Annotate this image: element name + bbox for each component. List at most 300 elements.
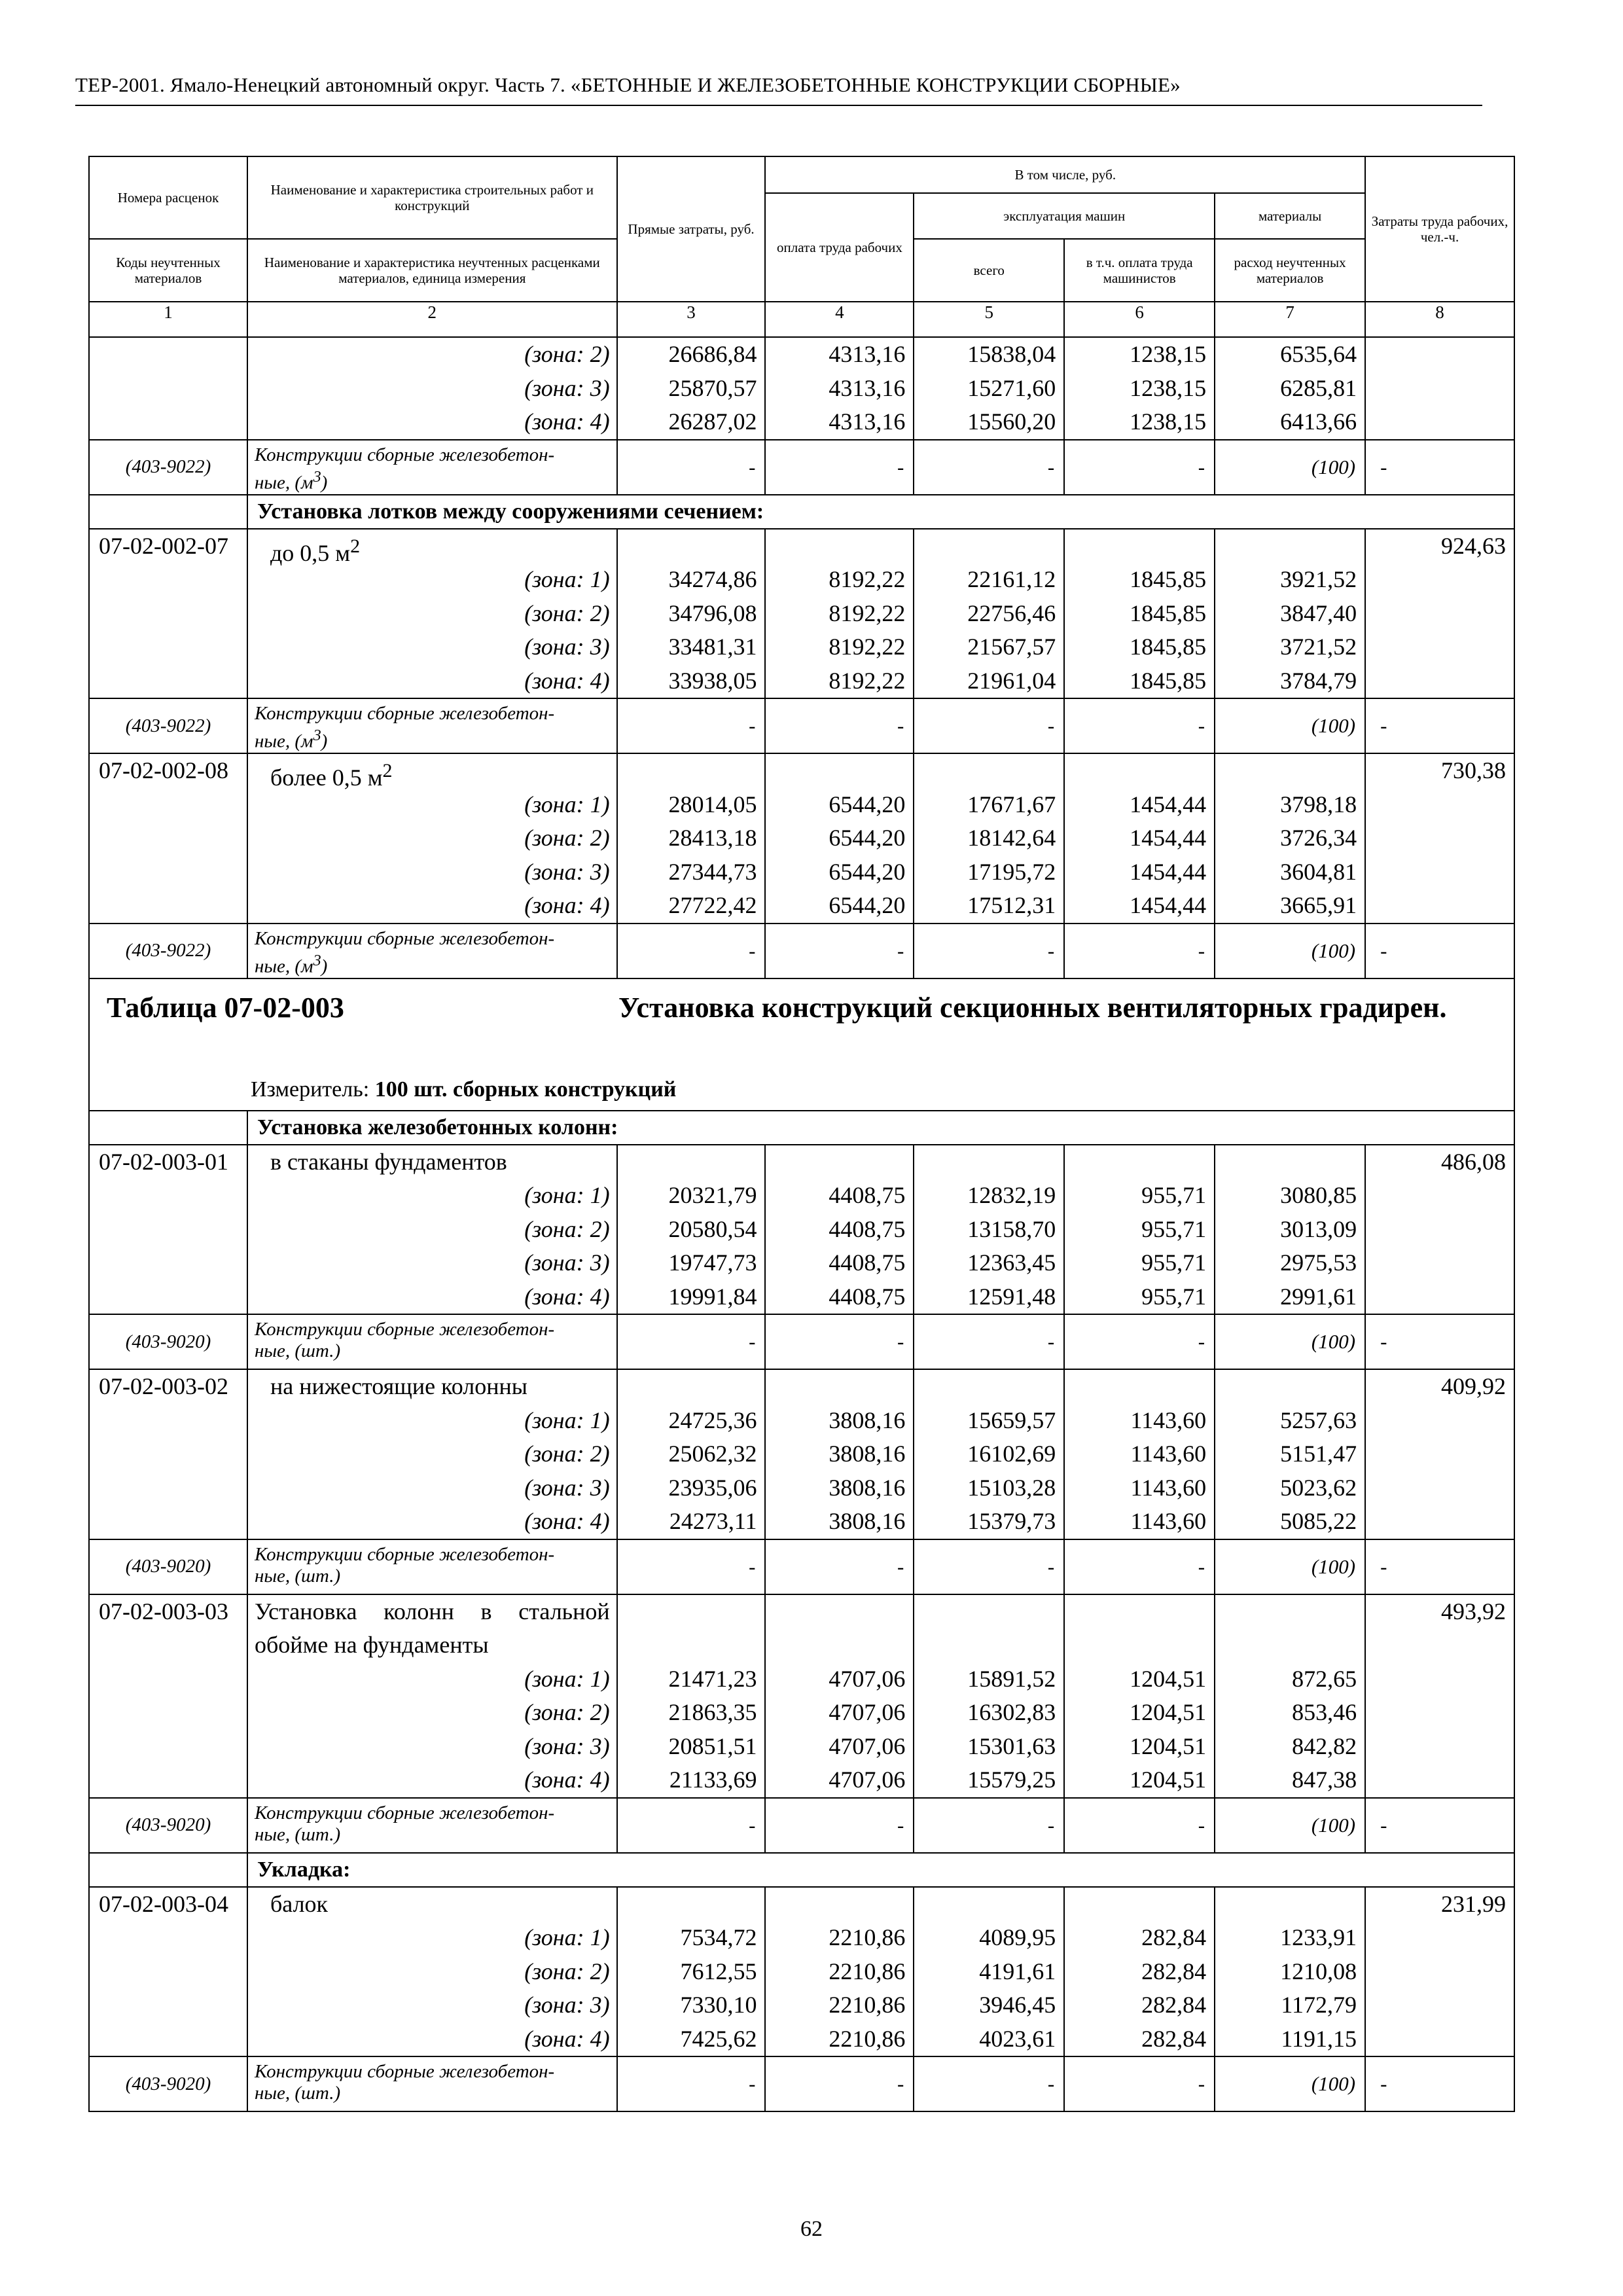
value: 3080,85 [1280, 1182, 1357, 1208]
material-name [247, 2056, 617, 2111]
value: 21961,04 [967, 667, 1056, 694]
value: 1454,44 [1130, 825, 1207, 851]
rate-description [247, 337, 617, 440]
column-number: 4 [765, 302, 914, 337]
material-consumption: (100) [1215, 1539, 1365, 1594]
material-row [89, 1539, 1514, 1594]
rate-code: 07-02-002-07 [89, 529, 247, 699]
value: 7612,55 [680, 1958, 757, 1984]
material-wages: - [765, 1314, 914, 1369]
value: 16102,69 [967, 1441, 1056, 1467]
value: 26686,84 [668, 341, 757, 367]
page-header: ТЕР-2001. Ямало-Ненецкий автономный округ. Часть 7. «БЕТОННЫЕ И ЖЕЛЕЗОБЕТОННЫЕ КОНСТРУКЦИИ СБОРНЫЕ» [75, 73, 1181, 96]
rate-code: 07-02-003-02 [89, 1369, 247, 1539]
value: 8192,22 [829, 600, 906, 626]
value: 17671,67 [967, 791, 1056, 817]
material-operators: - [1064, 440, 1215, 495]
column-number: 5 [914, 302, 1064, 337]
header-machines-group: эксплуатация машин [914, 193, 1215, 239]
machines-cell [914, 1145, 1064, 1315]
value: 12832,19 [967, 1182, 1056, 1208]
material-machines: - [914, 698, 1064, 753]
value: 3784,79 [1280, 667, 1357, 694]
value: 21133,69 [669, 1767, 757, 1793]
zone-label: (зона: 1) [524, 566, 610, 592]
material-consumption: (100) [1215, 924, 1365, 978]
value: 4089,95 [979, 1924, 1056, 1950]
zone-label: (зона: 3) [524, 374, 610, 401]
value: 22161,12 [967, 566, 1056, 592]
value: 2210,86 [829, 1924, 906, 1950]
value: 7425,62 [680, 2025, 757, 2052]
value: 3721,52 [1280, 634, 1357, 660]
materials-cell [1215, 753, 1365, 924]
value: 282,84 [1141, 1992, 1207, 2018]
header-material-names: Наименование и характеристика неучтенных расценками материалов, единица измерения [247, 239, 617, 302]
material-row [89, 440, 1514, 495]
material-labor: - [1365, 2056, 1514, 2111]
machines-cell [914, 529, 1064, 699]
zone-label: (зона: 1) [524, 1407, 610, 1433]
value: 22756,46 [967, 600, 1056, 626]
material-code: (403-9022) [89, 698, 247, 753]
value: 25870,57 [668, 374, 757, 401]
value: 4707,06 [829, 1732, 906, 1759]
material-name-line: ные, (шт.) [254, 2083, 341, 2104]
value: 5085,22 [1280, 1508, 1357, 1534]
rates-table [88, 156, 1515, 2112]
table-caption-label: Таблица 07-02-003 [107, 991, 344, 1024]
value: 4313,16 [829, 341, 906, 367]
value: 4408,75 [829, 1249, 906, 1276]
labor-value: 409,92 [1441, 1373, 1506, 1399]
table-caption-title: Установка конструкций секционных вентиляторных градирен. [618, 991, 1447, 1024]
value: 26287,02 [668, 408, 757, 435]
direct-costs-cell [617, 753, 766, 924]
zone-label: (зона: 4) [524, 408, 610, 435]
material-direct: - [617, 2056, 766, 2111]
material-labor: - [1365, 1539, 1514, 1594]
machines-cell [914, 1369, 1064, 1539]
material-wages: - [765, 440, 914, 495]
value: 955,71 [1141, 1249, 1207, 1276]
material-name [247, 440, 617, 495]
table-caption-unit [251, 1077, 676, 1102]
header-work-name: Наименование и характеристика строительных работ и конструкций [247, 156, 617, 239]
section-row [89, 495, 1514, 529]
value: 7330,10 [680, 1992, 757, 2018]
value: 4023,61 [979, 2025, 1056, 2052]
section-title: Установка железобетонных колонн: [247, 1111, 1514, 1145]
value: 33481,31 [668, 634, 757, 660]
rate-code [89, 337, 247, 440]
direct-costs-cell [617, 337, 766, 440]
material-name-line: Конструкции сборные железобетон- [254, 927, 555, 949]
material-machines: - [914, 924, 1064, 978]
wages-cell [765, 1145, 914, 1315]
value: 1172,79 [1281, 1992, 1357, 2018]
table-caption-row [89, 978, 1514, 1111]
value: 2210,86 [829, 1958, 906, 1984]
wages-cell [765, 1594, 914, 1798]
value: 955,71 [1141, 1215, 1207, 1242]
rate-row [89, 753, 1514, 924]
value: 3808,16 [829, 1407, 906, 1433]
value: 15301,63 [967, 1732, 1056, 1759]
unit-value: 100 шт. сборных конструкций [374, 1077, 677, 1102]
value: 8192,22 [829, 634, 906, 660]
labor-value: 231,99 [1441, 1890, 1506, 1917]
material-operators: - [1064, 1314, 1215, 1369]
table-caption [89, 978, 1514, 1111]
value: 1204,51 [1130, 1699, 1207, 1725]
value: 6544,20 [829, 892, 906, 918]
header-labor-costs: Затраты труда рабочих, чел.-ч. [1365, 156, 1514, 302]
value: 15838,04 [967, 341, 1056, 367]
value: 3726,34 [1280, 825, 1357, 851]
rate-name: на нижестоящие колонны [270, 1373, 527, 1399]
header-direct-costs: Прямые затраты, руб. [617, 156, 766, 302]
material-unit-close: ) [321, 472, 328, 493]
value: 6285,81 [1280, 374, 1357, 401]
value: 1845,85 [1130, 600, 1207, 626]
material-name-line: ные, (шт.) [254, 1823, 341, 1845]
material-unit-text: ные, (м [254, 472, 313, 493]
value: 28014,05 [668, 791, 757, 817]
value: 4313,16 [829, 374, 906, 401]
material-code: (403-9020) [89, 1314, 247, 1369]
material-direct: - [617, 924, 766, 978]
header-material-consumption: расход неучтенных материалов [1215, 239, 1365, 302]
value: 15659,57 [967, 1407, 1056, 1433]
value: 6544,20 [829, 858, 906, 885]
wages-cell [765, 1887, 914, 2057]
materials-cell [1215, 1145, 1365, 1315]
rate-name: в стаканы фундаментов [270, 1148, 507, 1175]
value: 13158,70 [967, 1215, 1056, 1242]
column-number: 7 [1215, 302, 1365, 337]
zone-label: (зона: 3) [524, 858, 610, 885]
unit-exponent: 2 [382, 760, 393, 781]
value: 12591,48 [967, 1283, 1056, 1310]
value: 20580,54 [668, 1215, 757, 1242]
rate-description [247, 1369, 617, 1539]
header-including: В том числе, руб. [765, 156, 1365, 193]
value: 3946,45 [979, 1992, 1056, 2018]
material-operators: - [1064, 698, 1215, 753]
material-name-line [255, 466, 610, 494]
value: 6544,20 [829, 825, 906, 851]
zone-label: (зона: 4) [524, 1283, 610, 1310]
material-name [247, 1539, 617, 1594]
value: 15379,73 [967, 1508, 1056, 1534]
rate-description [247, 1145, 617, 1315]
material-name [247, 1314, 617, 1369]
rate-description [247, 753, 617, 924]
labor-cell [1365, 1887, 1514, 2057]
material-unit-close: ) [321, 956, 328, 977]
value: 27722,42 [668, 892, 757, 918]
value: 20321,79 [668, 1182, 757, 1208]
value: 1233,91 [1280, 1924, 1357, 1950]
material-operators: - [1064, 1798, 1215, 1853]
value: 3604,81 [1280, 858, 1357, 885]
operators-cell [1064, 529, 1215, 699]
value: 6413,66 [1280, 408, 1357, 435]
material-code: (403-9022) [89, 924, 247, 978]
material-unit-close: ) [321, 730, 328, 752]
material-labor: - [1365, 698, 1514, 753]
column-number: 8 [1365, 302, 1514, 337]
rate-row [89, 1887, 1514, 2057]
material-machines: - [914, 1798, 1064, 1853]
material-code: (403-9020) [89, 1798, 247, 1853]
value: 1845,85 [1130, 634, 1207, 660]
material-labor: - [1365, 440, 1514, 495]
operators-cell [1064, 1369, 1215, 1539]
materials-cell [1215, 1369, 1365, 1539]
value: 1238,15 [1130, 341, 1207, 367]
rate-description [247, 529, 617, 699]
value: 15271,60 [967, 374, 1056, 401]
operators-cell [1064, 1887, 1215, 2057]
unit-exponent: 2 [350, 535, 361, 557]
zone-label: (зона: 3) [524, 1732, 610, 1759]
zone-label: (зона: 1) [524, 1182, 610, 1208]
value: 8192,22 [829, 667, 906, 694]
column-numbers-row [89, 302, 1514, 337]
machines-cell [914, 1887, 1064, 2057]
material-row [89, 1798, 1514, 1853]
unit-exponent: 3 [313, 951, 321, 969]
material-consumption: (100) [1215, 440, 1365, 495]
labor-cell [1365, 529, 1514, 699]
value: 1238,15 [1130, 374, 1207, 401]
material-name-line: Конструкции сборные железобетон- [254, 2061, 555, 2082]
column-number: 1 [89, 302, 247, 337]
value: 28413,18 [668, 825, 757, 851]
zone-label: (зона: 2) [524, 600, 610, 626]
wages-cell [765, 529, 914, 699]
machines-cell [914, 753, 1064, 924]
rate-name: обойме на фундаменты [254, 1632, 489, 1658]
value: 21863,35 [668, 1699, 757, 1725]
zone-label: (зона: 2) [524, 341, 610, 367]
value: 282,84 [1141, 1924, 1207, 1950]
rate-code: 07-02-003-01 [89, 1145, 247, 1315]
rate-row [89, 1594, 1514, 1798]
header-wages: оплата труда рабочих [765, 193, 914, 302]
zone-label: (зона: 2) [524, 1958, 610, 1984]
column-number: 6 [1064, 302, 1215, 337]
value: 19747,73 [668, 1249, 757, 1276]
header-rule [75, 105, 1482, 106]
value: 21471,23 [668, 1665, 757, 1692]
value: 5151,47 [1280, 1441, 1357, 1467]
zone-label: (зона: 3) [524, 1249, 610, 1276]
zone-label: (зона: 4) [524, 667, 610, 694]
labor-value: 730,38 [1441, 757, 1506, 783]
value: 1191,15 [1281, 2025, 1357, 2052]
value: 1845,85 [1130, 667, 1207, 694]
value: 24273,11 [669, 1508, 757, 1534]
material-direct: - [617, 1539, 766, 1594]
machines-cell [914, 1594, 1064, 1798]
material-labor: - [1365, 1798, 1514, 1853]
value: 2975,53 [1280, 1249, 1357, 1276]
value: 4707,06 [829, 1665, 906, 1692]
value: 847,38 [1292, 1767, 1357, 1793]
material-name [247, 1798, 617, 1853]
materials-cell [1215, 337, 1365, 440]
operators-cell [1064, 753, 1215, 924]
rate-row [89, 529, 1514, 699]
material-code: (403-9020) [89, 2056, 247, 2111]
value: 18142,64 [967, 825, 1056, 851]
zone-label: (зона: 1) [524, 791, 610, 817]
labor-value: 924,63 [1441, 532, 1506, 559]
wages-cell [765, 337, 914, 440]
value: 8192,22 [829, 566, 906, 592]
value: 1204,51 [1130, 1767, 1207, 1793]
rate-name: балок [270, 1890, 329, 1917]
labor-cell [1365, 1145, 1514, 1315]
rate-name-text: до 0,5 м [270, 539, 351, 566]
labor-cell [1365, 337, 1514, 440]
value: 23935,06 [668, 1474, 757, 1501]
material-consumption: (100) [1215, 2056, 1365, 2111]
value: 1210,08 [1280, 1958, 1357, 1984]
rate-description [247, 1594, 617, 1798]
zone-label: (зона: 2) [524, 1441, 610, 1467]
material-labor: - [1365, 1314, 1514, 1369]
value: 872,65 [1292, 1665, 1357, 1692]
rate-row [89, 1145, 1514, 1315]
material-name-line: Конструкции сборные железобетон- [254, 444, 555, 465]
operators-cell [1064, 1594, 1215, 1798]
value: 21567,57 [967, 634, 1056, 660]
value: 1143,60 [1130, 1474, 1207, 1501]
value: 27344,73 [668, 858, 757, 885]
material-wages: - [765, 2056, 914, 2111]
labor-cell [1365, 1594, 1514, 1798]
header-rate-numbers: Номера расценок [89, 156, 247, 239]
value: 16302,83 [967, 1699, 1056, 1725]
section-spacer [89, 1853, 247, 1887]
material-labor: - [1365, 924, 1514, 978]
labor-value: 493,92 [1441, 1598, 1506, 1624]
value: 1238,15 [1130, 408, 1207, 435]
section-row [89, 1111, 1514, 1145]
value: 33938,05 [668, 667, 757, 694]
value: 955,71 [1141, 1182, 1207, 1208]
value: 842,82 [1292, 1732, 1357, 1759]
material-machines: - [914, 1539, 1064, 1594]
labor-cell [1365, 753, 1514, 924]
section-title: Установка лотков между сооружениями сечением: [247, 495, 1514, 529]
table-caption-wrap [90, 979, 1514, 1110]
section-title: Укладка: [247, 1853, 1514, 1887]
value: 19991,84 [668, 1283, 757, 1310]
value: 1143,60 [1130, 1441, 1207, 1467]
materials-cell [1215, 1887, 1365, 2057]
header-machinists-wages: в т.ч. оплата труда машинистов [1064, 239, 1215, 302]
material-operators: - [1064, 924, 1215, 978]
value: 3798,18 [1280, 791, 1357, 817]
value: 2210,86 [829, 2025, 906, 2052]
value: 3808,16 [829, 1474, 906, 1501]
value: 1845,85 [1130, 566, 1207, 592]
value: 5023,62 [1280, 1474, 1357, 1501]
material-wages: - [765, 1798, 914, 1853]
value: 15103,28 [967, 1474, 1056, 1501]
material-direct: - [617, 440, 766, 495]
value: 3808,16 [829, 1508, 906, 1534]
material-row [89, 1314, 1514, 1369]
direct-costs-cell [617, 1369, 766, 1539]
value: 2210,86 [829, 1992, 906, 2018]
value: 3665,91 [1280, 892, 1357, 918]
value: 3921,52 [1280, 566, 1357, 592]
value: 4408,75 [829, 1283, 906, 1310]
value: 1454,44 [1130, 791, 1207, 817]
material-wages: - [765, 924, 914, 978]
zone-label: (зона: 3) [524, 634, 610, 660]
material-name-line: Конструкции сборные железобетон- [254, 1802, 555, 1823]
header-material-codes: Коды неучтенных материалов [89, 239, 247, 302]
unit-exponent: 3 [313, 726, 321, 744]
value: 4313,16 [829, 408, 906, 435]
value: 15560,20 [967, 408, 1056, 435]
header-machines-total: всего [914, 239, 1064, 302]
value: 25062,32 [668, 1441, 757, 1467]
materials-cell [1215, 529, 1365, 699]
material-row [89, 924, 1514, 978]
zone-label: (зона: 4) [524, 1508, 610, 1534]
zone-label: (зона: 4) [524, 2025, 610, 2052]
materials-cell [1215, 1594, 1365, 1798]
value: 3847,40 [1280, 600, 1357, 626]
material-wages: - [765, 698, 914, 753]
material-consumption: (100) [1215, 1798, 1365, 1853]
machines-cell [914, 337, 1064, 440]
value: 15891,52 [967, 1665, 1056, 1692]
zone-label: (зона: 2) [524, 825, 610, 851]
material-name-line: Конструкции сборные железобетон- [254, 1319, 555, 1340]
material-consumption: (100) [1215, 1314, 1365, 1369]
rate-name: Установка колонн в стальной [254, 1598, 610, 1624]
value: 12363,45 [967, 1249, 1056, 1276]
column-number: 2 [247, 302, 617, 337]
value: 282,84 [1141, 2025, 1207, 2052]
value: 15579,25 [967, 1767, 1056, 1793]
material-direct: - [617, 1314, 766, 1369]
zone-label: (зона: 2) [524, 1215, 610, 1242]
material-wages: - [765, 1539, 914, 1594]
direct-costs-cell [617, 529, 766, 699]
value: 7534,72 [680, 1924, 757, 1950]
wages-cell [765, 753, 914, 924]
unit-exponent: 3 [313, 467, 321, 486]
rate-name [255, 754, 610, 791]
value: 34274,86 [668, 566, 757, 592]
value: 2991,61 [1280, 1283, 1357, 1310]
material-name-line: ные, (шт.) [254, 1565, 341, 1587]
material-row [89, 2056, 1514, 2111]
zone-label: (зона: 2) [524, 1699, 610, 1725]
material-name [247, 924, 617, 978]
section-row [89, 1853, 1514, 1887]
